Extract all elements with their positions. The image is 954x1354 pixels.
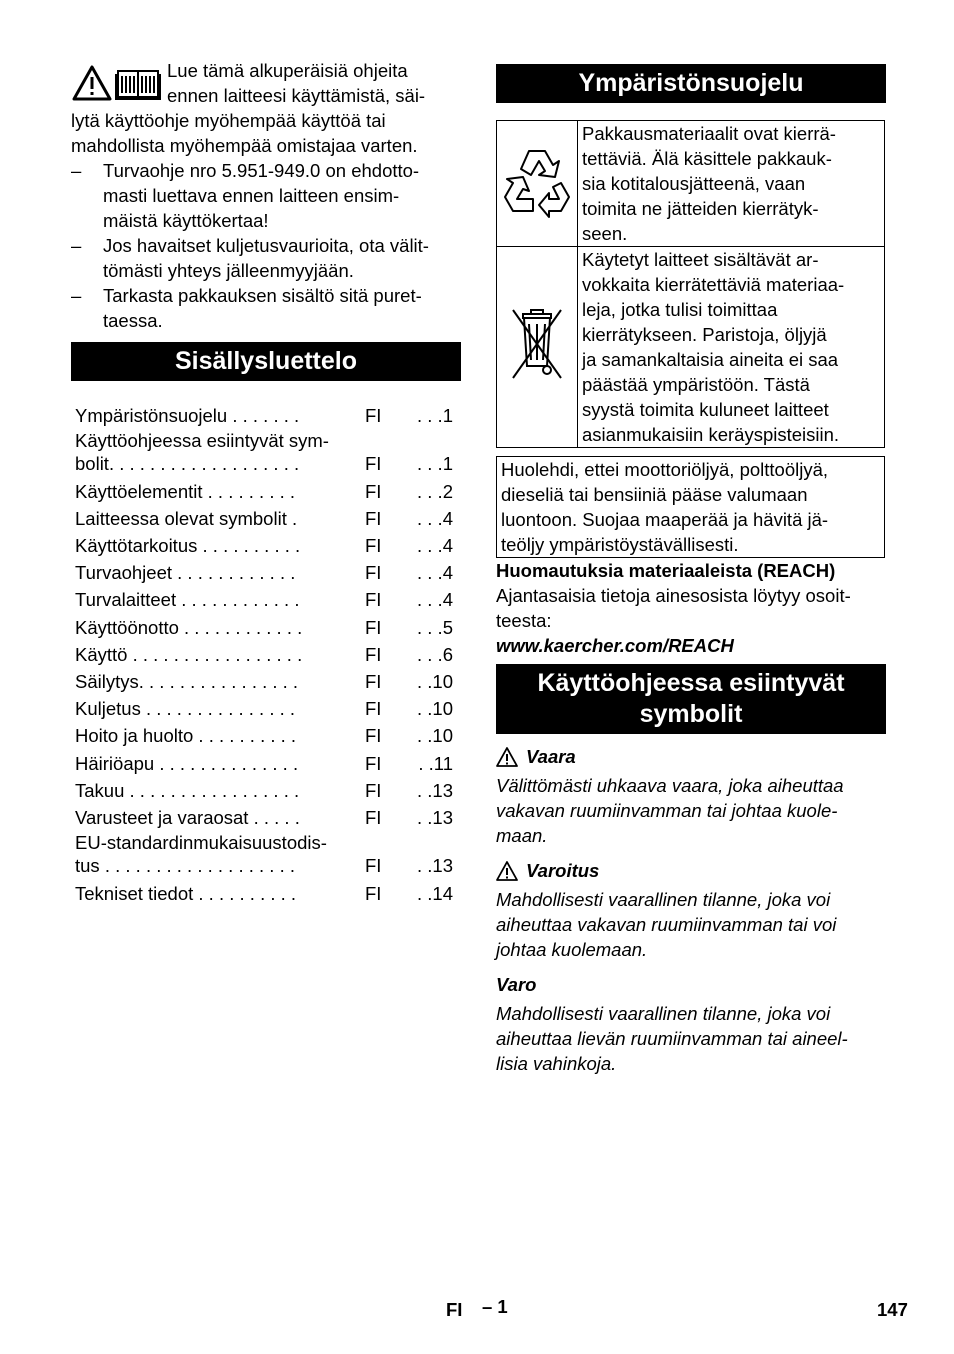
text-line: lisia vahinkoja. xyxy=(496,1053,617,1074)
warning-and-manual-icons xyxy=(72,65,162,101)
environment-table xyxy=(496,120,885,448)
toc-item-lang: FI xyxy=(365,779,382,801)
environment-heading: Ympäristönsuojelu xyxy=(496,64,886,103)
toc-item-title: bolit. . . . . . . . . . . . . . . . . . . xyxy=(75,453,300,475)
text-line: aiheuttaa lievän ruumiinvamman tai aineel- xyxy=(496,1028,848,1049)
warning-triangle-icon xyxy=(74,67,110,99)
toc-item-lang: FI xyxy=(365,562,382,584)
toc-item-page: . .10 xyxy=(417,671,453,692)
toc-item-page: . . .4 xyxy=(417,562,453,584)
toc-item-title: Käyttöelementit . . . . . . . . . xyxy=(75,480,296,502)
toc-item[interactable] xyxy=(75,668,461,695)
toc-item-lang: FI xyxy=(365,855,382,877)
recycling-icon xyxy=(499,143,575,219)
toc-item-title: Käyttö . . . . . . . . . . . . . . . . . xyxy=(75,643,303,665)
text-line: Käytetyt laitteet sisältävät ar- xyxy=(582,249,819,270)
toc-item[interactable] xyxy=(75,750,461,777)
toc-item-title: Häiriöapu . . . . . . . . . . . . . . xyxy=(75,752,299,774)
toc-item-page: . . .4 xyxy=(417,535,453,557)
toc-item-title: Ympäristönsuojelu . . . . . . . xyxy=(75,405,300,426)
danger-label: Vaara xyxy=(526,746,576,767)
toc-item-title: Laitteessa olevat symbolit . xyxy=(75,507,298,529)
reach-text-line: Ajantasaisia tietoja ainesosista löytyy osoit- xyxy=(496,585,851,606)
toc-item-lang: FI xyxy=(365,725,382,747)
toc-item[interactable] xyxy=(75,777,461,804)
symbols-heading-line: Käyttöohjeessa esiintyvät xyxy=(537,669,845,697)
toc-item-lang: FI xyxy=(365,882,382,904)
toc-item-page: . .11 xyxy=(418,752,453,774)
text-line: teöljy ympäristöystävällisesti. xyxy=(501,534,739,555)
footer-section-number: – 1 xyxy=(482,1296,508,1317)
bullet-item xyxy=(71,158,461,233)
warning-label: Varoitus xyxy=(526,860,600,881)
toc-item[interactable] xyxy=(75,559,461,586)
bullet-line: Turvaohje nro 5.951-949.0 on ehdotto- xyxy=(103,160,420,181)
text-line: Huolehdi, ettei moottoriöljyä, polttoöljyä, xyxy=(501,459,829,480)
toc-item-title: Säilytys. . . . . . . . . . . . . . . . xyxy=(75,671,299,692)
toc-item-title: Turvalaitteet . . . . . . . . . . . . xyxy=(75,589,300,611)
toc-item-page: . .10 xyxy=(417,698,453,720)
table-of-contents xyxy=(71,402,461,907)
warning-label-row xyxy=(496,858,886,883)
bullet-dash: – xyxy=(71,160,82,181)
toc-item-page: . . .6 xyxy=(417,643,453,665)
intro-block xyxy=(71,58,461,158)
footer-page-number: 147 xyxy=(877,1299,908,1320)
caution-label: Varo xyxy=(496,974,537,995)
intro-line: ennen laitteesi käyttämistä, säi- xyxy=(167,85,426,106)
bullet-line: Jos havaitset kuljetusvaurioita, ota välit- xyxy=(103,235,429,256)
toc-item-title: Hoito ja huolto . . . . . . . . . . xyxy=(75,725,297,747)
toc-item-lang: FI xyxy=(365,616,382,638)
toc-item-lang: FI xyxy=(365,535,382,557)
text-line: kierrätykseen. Paristoja, öljyjä xyxy=(582,324,827,345)
text-line: vakavan ruumiinvamman tai johtaa kuole- xyxy=(496,800,838,821)
table-row xyxy=(497,121,885,247)
danger-label-row xyxy=(496,744,886,769)
text-line: Pakkausmateriaalit ovat kierrä- xyxy=(582,123,836,144)
toc-item[interactable] xyxy=(75,478,461,505)
text-line: toimita ne jätteiden kierrätyk- xyxy=(582,198,819,219)
right-column xyxy=(496,64,886,1076)
bullet-line: masti luettava ennen laitteen ensim- xyxy=(103,185,400,206)
text-line: Välittömästi uhkaava vaara, joka aiheuttaa xyxy=(496,775,844,796)
bullet-line: taessa. xyxy=(103,310,163,331)
toc-item[interactable] xyxy=(75,614,461,641)
toc-item-title: Turvaohjeet . . . . . . . . . . . . xyxy=(75,562,296,584)
bullet-dash: – xyxy=(71,235,82,256)
toc-item-title: Varusteet ja varaosat . . . . . xyxy=(75,806,300,828)
text-line: johtaa kuolemaan. xyxy=(496,939,648,960)
toc-heading: Sisällysluettelo xyxy=(71,342,461,381)
toc-item[interactable] xyxy=(75,429,461,478)
toc-item-lang: FI xyxy=(365,480,382,502)
text-line: vokkaita kierrätettäviä materiaa- xyxy=(582,274,845,295)
toc-item-page: . .10 xyxy=(417,725,453,747)
bullet-line: tömästi yhteys jälleenmyyjään. xyxy=(103,260,354,281)
toc-item-page: . . .5 xyxy=(417,616,453,638)
text-line: maan. xyxy=(496,825,548,846)
reach-url-link[interactable]: www.kaercher.com/REACH xyxy=(496,635,734,656)
manual-book-icon xyxy=(116,71,160,99)
text-line: tettäviä. Älä käsittele pakkauk- xyxy=(582,148,832,169)
toc-item-page: . . .1 xyxy=(417,405,453,426)
toc-item[interactable] xyxy=(75,880,461,907)
toc-item-title: Tekniset tiedot . . . . . . . . . . xyxy=(75,882,297,904)
text-line: leja, jotka tulisi toimittaa xyxy=(582,299,778,320)
table-row xyxy=(497,247,885,448)
toc-item-title: Käyttötarkoitus . . . . . . . . . . xyxy=(75,535,301,557)
toc-item-page: . .13 xyxy=(417,779,453,801)
toc-item-lang: FI xyxy=(365,671,382,692)
reach-title: Huomautuksia materiaaleista (REACH) xyxy=(496,560,836,581)
table-icon-cell xyxy=(497,247,578,448)
toc-item-page: . . .4 xyxy=(417,589,453,611)
text-line: päästää ympäristöön. Tästä xyxy=(582,374,810,395)
toc-item[interactable] xyxy=(75,532,461,559)
oil-notice-box xyxy=(496,456,885,558)
toc-item-page: . . .4 xyxy=(417,507,453,529)
bullet-item xyxy=(71,283,461,333)
symbols-heading-line: symbolit xyxy=(639,700,743,728)
toc-item-title: Käyttöönotto . . . . . . . . . . . . xyxy=(75,616,303,638)
toc-item[interactable] xyxy=(75,722,461,749)
toc-item[interactable] xyxy=(75,831,461,880)
intro-line: Lue tämä alkuperäisiä ohjeita xyxy=(167,60,408,81)
toc-item-lang: FI xyxy=(365,507,382,529)
text-line: ja samankaltaisia aineita ei saa xyxy=(582,349,839,370)
toc-item-lang: FI xyxy=(365,405,382,426)
text-line: luontoon. Suojaa maaperää ja hävitä jä- xyxy=(501,509,829,530)
toc-item-lang: FI xyxy=(365,806,382,828)
toc-item-page: . . .2 xyxy=(417,480,453,502)
toc-item-page: . .13 xyxy=(417,806,453,828)
warning-triangle-icon xyxy=(496,861,518,881)
bullet-dash: – xyxy=(71,285,82,306)
text-line: syystä toimita kuluneet laitteet xyxy=(582,399,829,420)
table-text-cell xyxy=(578,121,885,247)
toc-item[interactable] xyxy=(75,402,461,429)
intro-line: mahdollista myöhempää omistajaa varten. xyxy=(71,135,418,156)
toc-item-page: . .13 xyxy=(417,855,453,877)
toc-item[interactable] xyxy=(75,505,461,532)
toc-item-title: Takuu . . . . . . . . . . . . . . . . . xyxy=(75,779,300,801)
footer-language: FI xyxy=(446,1299,463,1320)
toc-item-title-line: Käyttöohjeessa esiintyvät sym- xyxy=(75,430,329,452)
toc-item-title-line: EU-standardinmukaisuustodis- xyxy=(75,832,327,854)
table-text-cell xyxy=(578,247,885,448)
bullet-line: Tarkasta pakkauksen sisältö sitä puret- xyxy=(103,285,422,306)
toc-item-lang: FI xyxy=(365,453,382,475)
danger-description xyxy=(496,773,886,848)
safety-bullet-list xyxy=(71,158,461,333)
bullet-line: mäistä käyttökertaa! xyxy=(103,210,269,231)
toc-item-lang: FI xyxy=(365,698,382,720)
toc-item-title: Kuljetus . . . . . . . . . . . . . . . xyxy=(75,698,296,720)
toc-item[interactable] xyxy=(75,641,461,668)
text-line: Mahdollisesti vaarallinen tilanne, joka voi xyxy=(496,889,831,910)
toc-item[interactable] xyxy=(75,586,461,613)
bullet-item xyxy=(71,233,461,283)
toc-item-page: . . .1 xyxy=(417,453,453,475)
reach-text-line: teesta: xyxy=(496,610,552,631)
warning-triangle-icon xyxy=(496,747,518,767)
text-line: asianmukaisiin keräyspisteisiin. xyxy=(582,424,840,445)
left-column xyxy=(71,58,461,907)
text-line: seen. xyxy=(582,223,628,244)
toc-item-lang: FI xyxy=(365,643,382,665)
text-line: sia kotitalousjätteenä, vaan xyxy=(582,173,806,194)
toc-item-lang: FI xyxy=(365,589,382,611)
intro-line: lytä käyttöohje myöhempää käyttöä tai xyxy=(71,110,386,131)
text-line: aiheuttaa vakavan ruumiinvamman tai voi xyxy=(496,914,837,935)
toc-item-page: . .14 xyxy=(417,882,453,904)
text-line: dieseliä tai bensiiniä pääse valumaan xyxy=(501,484,808,505)
toc-item[interactable] xyxy=(75,804,461,831)
warning-description xyxy=(496,887,886,962)
symbols-heading xyxy=(496,664,886,734)
caution-description xyxy=(496,1001,886,1076)
text-line: Mahdollisesti vaarallinen tilanne, joka voi xyxy=(496,1003,831,1024)
toc-item-lang: FI xyxy=(365,752,382,774)
crossed-out-wheelie-bin-icon xyxy=(507,304,567,384)
table-icon-cell xyxy=(497,121,578,247)
toc-item-title: tus . . . . . . . . . . . . . . . . . . . xyxy=(75,855,295,877)
toc-item[interactable] xyxy=(75,695,461,722)
